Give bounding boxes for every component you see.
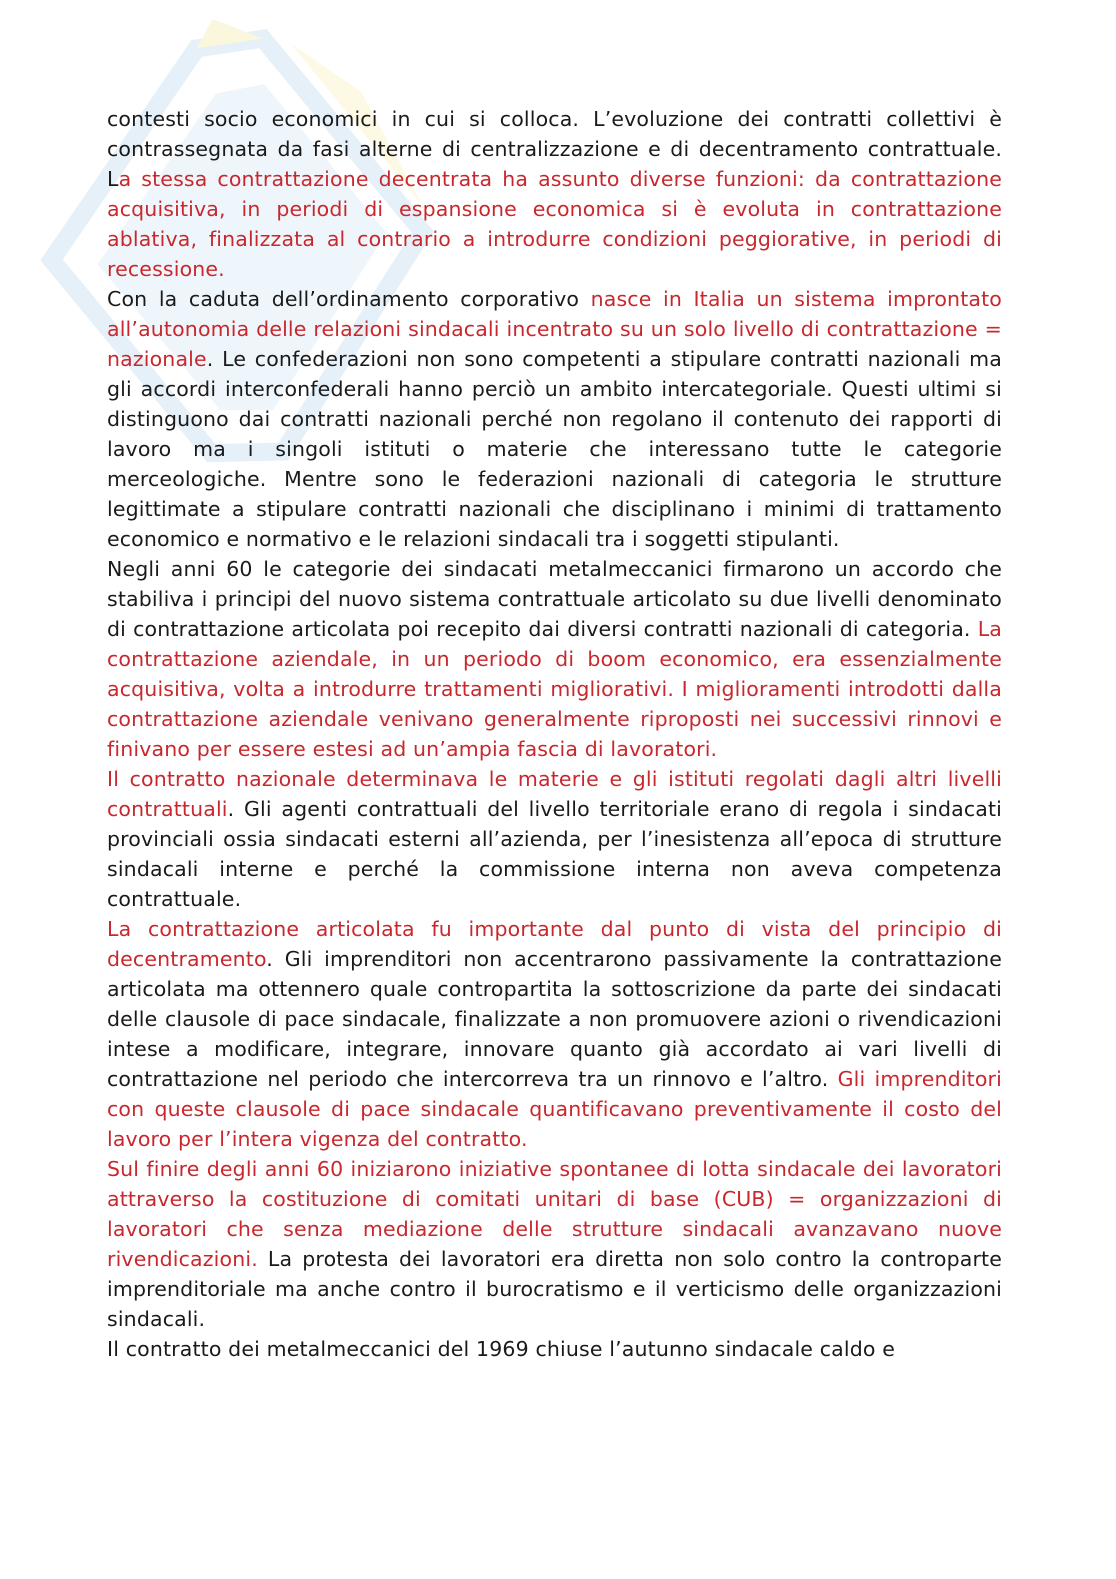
highlighted-text-run: nasce in Italia un sistema improntato all’autonomia delle relazioni sindacali incentrato su un solo livello di contrattazione = nazionale xyxy=(107,287,1002,371)
paragraph xyxy=(107,914,1002,1154)
paragraph xyxy=(107,764,1002,914)
paragraph xyxy=(107,1154,1002,1334)
text-run: contesti socio economici in cui si colloca. L’evoluzione dei contratti collettivi è contrassegnata da fasi alterne di centralizzazione e di decentramento contrattuale. L xyxy=(107,107,1002,191)
text-run: Con la caduta dell’ordinamento corporativo xyxy=(107,287,591,311)
paragraph xyxy=(107,1334,1002,1364)
text-run: . Le confederazioni non sono competenti a stipulare contratti nazionali ma gli accordi interconfederali hanno perciò un ambito intercategoriale. Questi ultimi si distinguono dai contratti nazionali perché non regolano il contenuto dei rapporti di lavoro ma i singoli istituti o materie che interessano tutte le categorie merceologiche. Mentre sono le federazioni nazionali di categoria le strutture legittimate a stipulare contratti nazionali che disciplinano i minimi di trattamento economico e normativo e le relazioni sindacali tra i soggetti stipulanti. xyxy=(107,347,1002,551)
highlighted-text-run: La contrattazione articolata fu importante dal punto di vista del principio di decentramento xyxy=(107,917,1002,971)
highlighted-text-run: La contrattazione aziendale, in un periodo di boom economico, era essenzialmente acquisitiva, volta a introdurre trattamenti migliorativi. I miglioramenti introdotti dalla contrattazione aziendale venivano generalmente riproposti nei successivi rinnovi e finivano per essere estesi ad un’ampia fascia di lavoratori. xyxy=(107,617,1002,761)
text-run: Negli anni 60 le categorie dei sindacati metalmeccanici firmarono un accordo che stabiliva i principi del nuovo sistema contrattuale articolato su due livelli denominato di contrattazione articolata poi recepito dai diversi contratti nazionali di categoria. xyxy=(107,557,1002,641)
text-run: La protesta dei lavoratori era diretta non solo contro la controparte imprenditoriale ma anche contro il burocratismo e il verticismo delle organizzazioni sindacali. xyxy=(107,1247,1002,1331)
highlighted-text-run: Sul finire degli anni 60 iniziarono iniziative spontanee di lotta sindacale dei lavoratori attraverso la costituzione di comitati unitari di base (CUB) = organizzazioni di lavoratori che senza mediazione delle strutture sindacali avanzavano nuove rivendicazioni. xyxy=(107,1157,1002,1271)
highlighted-text-run: Il contratto nazionale determinava le materie e gli istituti regolati dagli altri livelli contrattuali xyxy=(107,767,1002,821)
paragraph xyxy=(107,104,1002,284)
highlighted-text-run: a stessa contrattazione decentrata ha assunto diverse funzioni: da contrattazione acquisitiva, in periodi di espansione economica si è evoluta in contrattazione ablativa, finalizzata al contrario a introdurre condizioni peggiorative, in periodi di recessione. xyxy=(107,167,1002,281)
highlighted-text-run: Gli imprenditori con queste clausole di pace sindacale quantificavano preventivamente il costo del lavoro per l’intera vigenza del contratto. xyxy=(107,1067,1002,1151)
text-run: . Gli agenti contrattuali del livello territoriale erano di regola i sindacati provinciali ossia sindacati esterni all’azienda, per l’inesistenza all’epoca di strutture sindacali interne e perché la commissione interna non aveva competenza contrattuale. xyxy=(107,797,1002,911)
text-run: . Gli imprenditori non accentrarono passivamente la contrattazione articolata ma ottennero quale contropartita la sottoscrizione da parte dei sindacati delle clausole di pace sindacale, finalizzate a non promuovere azioni o rivendicazioni intese a modificare, integrare, innovare quanto già accordato ai vari livelli di contrattazione nel periodo che intercorreva tra un rinnovo e l’altro. xyxy=(107,947,1002,1091)
paragraph xyxy=(107,554,1002,764)
text-run: Il contratto dei metalmeccanici del 1969 chiuse l’autunno sindacale caldo e xyxy=(107,1337,895,1361)
paragraph xyxy=(107,284,1002,554)
document-body xyxy=(107,104,1002,1364)
